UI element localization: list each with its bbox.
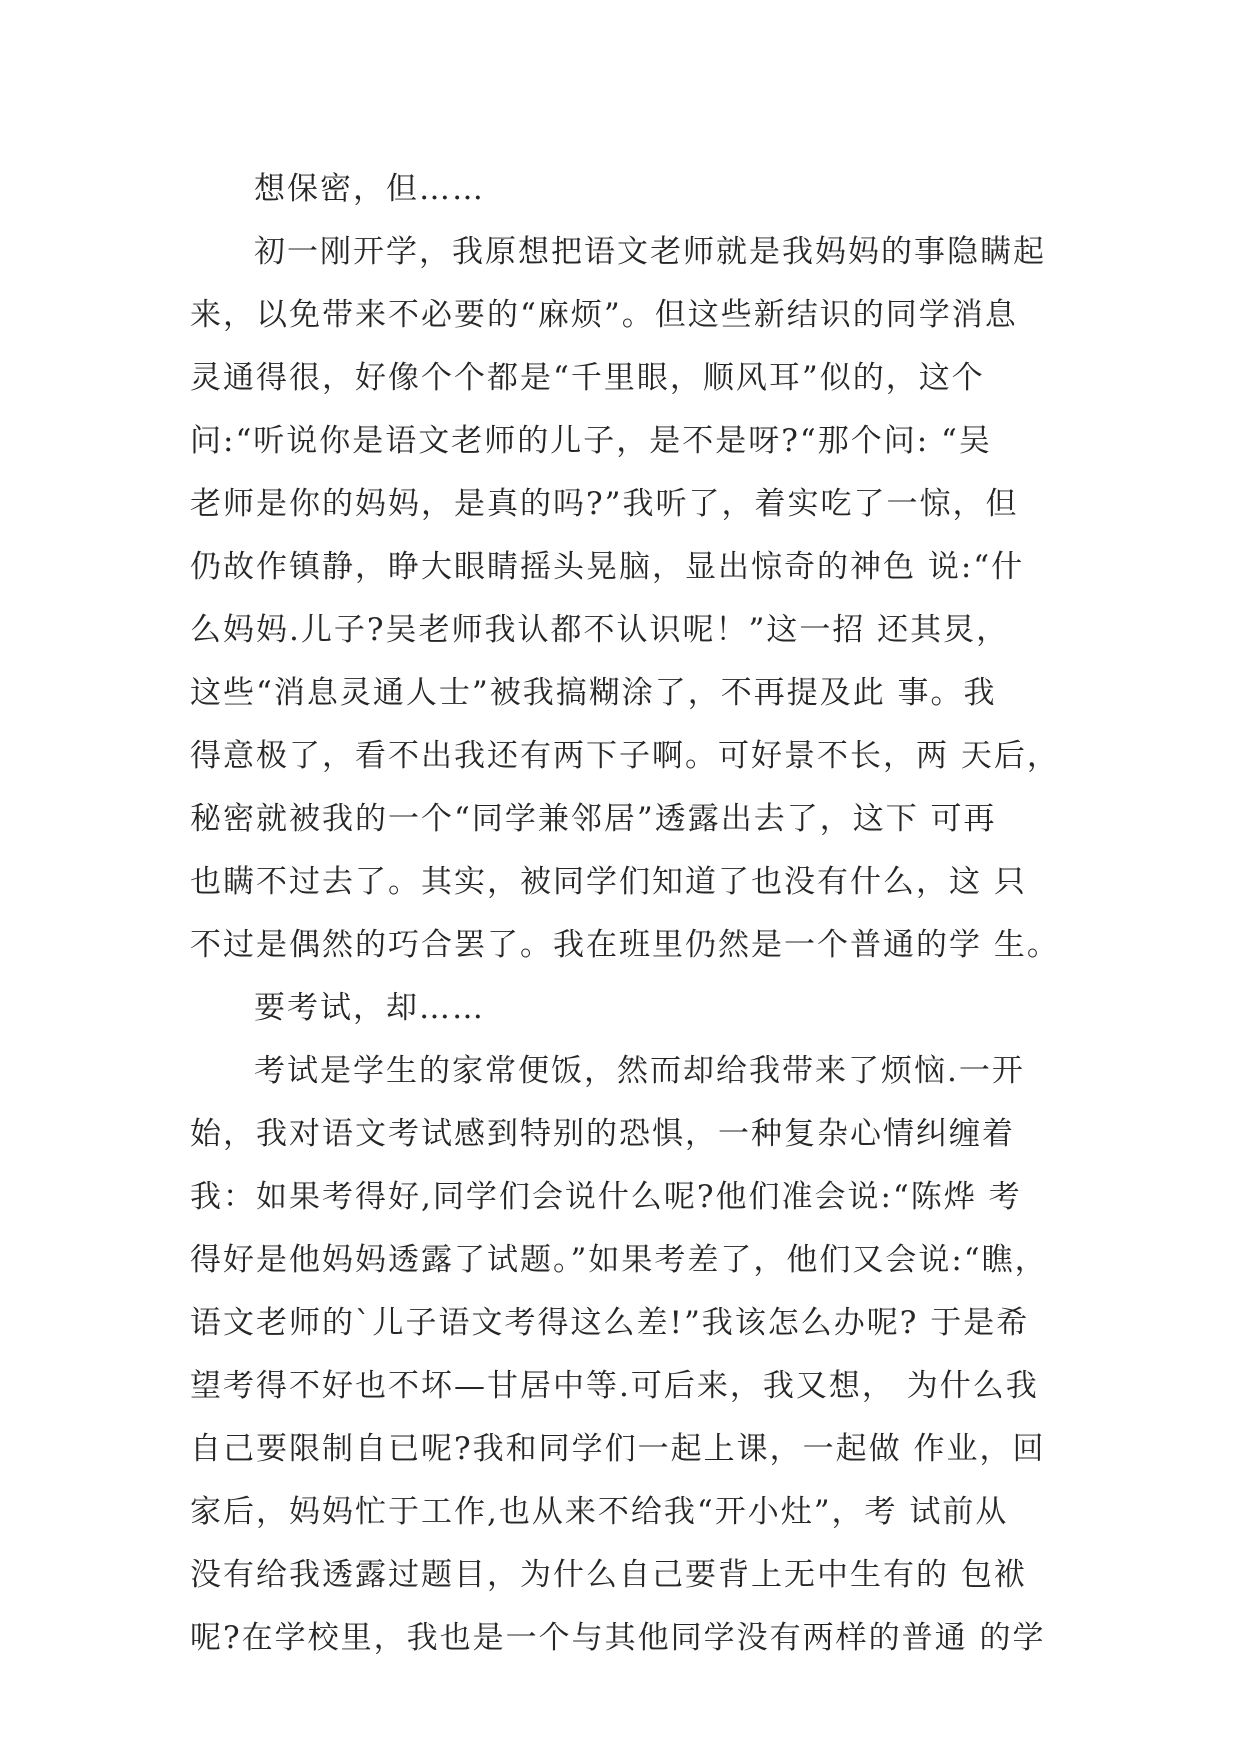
paragraph-line: 秘密就被我的一个“同学兼邻居”透露出去了，这下 可再 xyxy=(190,801,997,837)
paragraph-line: 初一刚开学，我原想把语文老师就是我妈妈的事隐瞒起 xyxy=(254,234,1046,270)
paragraph-line: 问:“听说你是语文老师的儿子，是不是呀?“那个问: “吴 xyxy=(190,423,992,459)
paragraph-line: 我：如果考得好,同学们会说什么呢?他们准会说:“陈烨 考 xyxy=(190,1179,1022,1215)
paragraph-line: 得意极了，看不出我还有两下子啊。可好景不长，两 天后， xyxy=(190,738,1060,774)
paragraph-line: 始，我对语文考试感到特别的恐惧，一种复杂心情纠缠着 xyxy=(190,1116,1015,1152)
section-heading-keep-secret: 想保密，但…… xyxy=(254,171,485,207)
paragraph-line: 家后，妈妈忙于工作,也从来不给我“开小灶”，考 试前从 xyxy=(190,1494,1009,1530)
paragraph-line: 语文老师的`儿子语文考得这么差!”我该怎么办呢? 于是希 xyxy=(190,1305,1030,1341)
paragraph-line: 仍故作镇静，睁大眼睛摇头晃脑，显出惊奇的神色 说:“什 xyxy=(190,549,1025,585)
paragraph-line: 老师是你的妈妈，是真的吗?”我听了，着实吃了一惊，但 xyxy=(190,486,1019,522)
paragraph-line: 么妈妈.儿子?吴老师我认都不认识呢！”这一招 还其炅， xyxy=(190,612,1010,648)
paragraph-line: 不过是偶然的巧合罢了。我在班里仍然是一个普通的学 生。 xyxy=(190,927,1060,963)
section-heading-exam: 要考试，却…… xyxy=(254,990,485,1026)
paragraph-line: 这些“消息灵通人士”被我搞糊涂了，不再提及此 事。我 xyxy=(190,675,997,711)
paragraph-line: 考试是学生的家常便饭，然而却给我带来了烦恼.一开 xyxy=(254,1053,1025,1089)
text-body xyxy=(190,158,1070,1670)
paragraph-line: 来，以免带来不必要的“麻烦”。但这些新结识的同学消息 xyxy=(190,297,1018,333)
paragraph-line: 没有给我透露过题目，为什么自己要背上无中生有的 包袱 xyxy=(190,1557,1027,1593)
paragraph-line: 呢?在学校里，我也是一个与其他同学没有两样的普通 的学 xyxy=(190,1620,1046,1656)
paragraph-line: 自己要限制自已呢?我和同学们一起上课，一起做 作业，回 xyxy=(190,1431,1046,1467)
paragraph-line: 也瞒不过去了。其实，被同学们知道了也没有什么，这 只 xyxy=(190,864,1027,900)
paragraph-line: 望考得不好也不坏—甘居中等.可后来，我又想， 为什么我 xyxy=(190,1368,1039,1404)
paragraph-line: 得好是他妈妈透露了试题。”如果考差了，他们又会说:“瞧， xyxy=(190,1242,1048,1278)
paragraph-line: 灵通得很，好像个个都是“千里眼，顺风耳”似的，这个 xyxy=(190,360,985,396)
